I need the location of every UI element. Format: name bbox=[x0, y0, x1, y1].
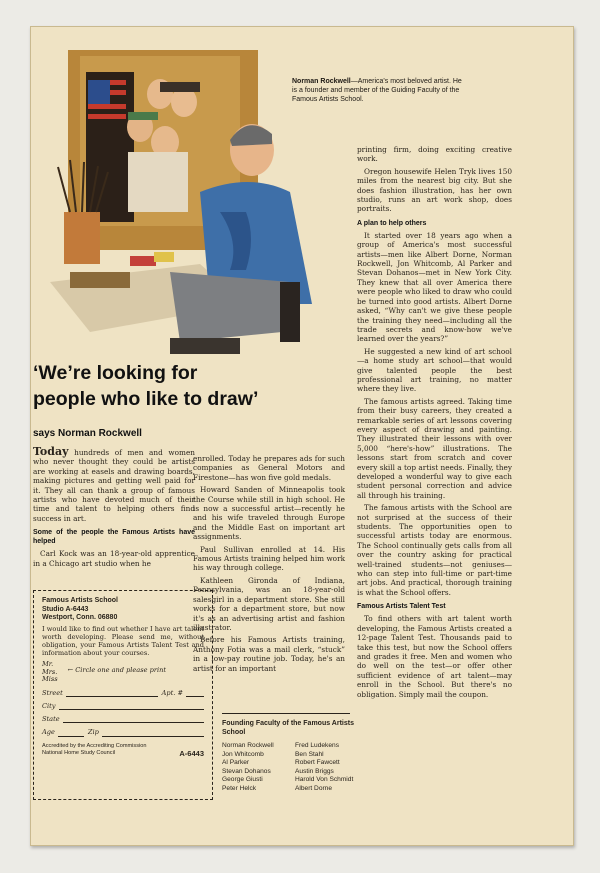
title-mr[interactable]: Mr. bbox=[42, 660, 54, 669]
accreditation bbox=[42, 743, 204, 757]
coupon-school-name: Famous Artists School bbox=[42, 597, 118, 604]
col2-p2: Howard Sanden of Minneapolis took the Course while still in high school. He is now a successful artist—recently he and his wife traveled through Europe and the Middle East on important art assignments. bbox=[193, 485, 345, 542]
col3-p0: printing firm, doing exciting creative work. bbox=[357, 145, 512, 164]
carl-kock-paragraph: Carl Kock was an 18-year-old apprentice in a Chicago art studio when he bbox=[33, 549, 195, 568]
headline-line2: people who like to draw’ bbox=[33, 388, 259, 410]
faculty-name: George Giusti bbox=[222, 776, 263, 784]
col3-p3: He suggested a new kind of art school—a home study art school—that would give talented people the best professional art training, no matter where they live. bbox=[357, 346, 512, 394]
street-label: Street bbox=[42, 688, 63, 697]
age-label: Age bbox=[42, 728, 55, 737]
col3-p2: It started over 18 years ago when a group of America's most successful artists—men like Albert Dorne, Norman Rockwell, Jon Whitcomb, Al Parker and Stevan Dohanos—met in New York City. They knew that all over America there were people who liked to draw who could be turned into good artists. Albert Dorne asked, “Why can't we give these people the training they need—including all the trade secrets and know-how we've learned over the years?” bbox=[357, 230, 512, 344]
col2-p3: Paul Sullivan enrolled at 14. His Famous Artists training helped him work his way through college. bbox=[193, 544, 345, 573]
faculty-names bbox=[222, 742, 362, 794]
intro-text: hundreds of men and women who never thought they could be artists are working at easels and drawing boards, making pictures and getting well paid for it. They all can thank a group of famous artists who have devoted much of their time and talent to helping others find success in art. bbox=[33, 448, 195, 523]
faculty-title: Founding Faculty of the Famous Artists School bbox=[222, 720, 354, 736]
col2-p5: Before his Famous Artists training, Anthony Fotia was a mail clerk, “stuck” in a low-pay routine job. Today, he's an artist for an important bbox=[193, 635, 345, 673]
faculty-name: Ben Stahl bbox=[295, 750, 324, 758]
faculty-divider bbox=[222, 713, 350, 714]
coupon-address: Westport, Conn. 06880 bbox=[42, 614, 118, 621]
faculty-name: Austin Briggs bbox=[295, 767, 334, 775]
coupon-message: I would like to find out whether I have art talent worth developing. Please send me, without obligation, your Famous Artists Talent Test and information about your courses. bbox=[42, 624, 204, 658]
faculty-name: Peter Helck bbox=[222, 784, 257, 792]
accreditation-text: Accredited by the Accrediting Commission National Home Study Council bbox=[42, 742, 147, 756]
coupon-studio: Studio A-6443 bbox=[42, 605, 89, 613]
coupon-code: A-6443 bbox=[179, 748, 204, 758]
city-field[interactable] bbox=[42, 702, 204, 710]
caption-text: —America's most beloved artist. He is a founder and member of the Guiding Faculty of the Famous Artists School. bbox=[292, 78, 462, 103]
state-field[interactable] bbox=[42, 715, 204, 723]
city-label: City bbox=[42, 702, 56, 711]
age-zip-field[interactable] bbox=[42, 728, 204, 736]
faculty-name: Jon Whitcomb bbox=[222, 750, 264, 758]
street-field[interactable] bbox=[42, 689, 204, 697]
col3-p4: The famous artists agreed. Taking time from their busy careers, they created a remarkable series of art lessons covering every aspect of drawing and painting. They illustrated their lessons with over 5,000 “here's-how” illustrations. The lessons start from scratch and cover every skill a top artist needs. Finally, they developed a wonderful way to give each student personal correction and advice all through his training. bbox=[357, 396, 512, 500]
zip-label: Zip bbox=[87, 728, 99, 737]
headline-line1: ‘We’re looking for bbox=[33, 362, 198, 384]
col3-p5: The famous artists with the School are not surprised at the success of their students. The opportunities open to successful artists today are enormous. The School continually gets calls from all over the country asking for practical well-trained students—not geniuses—who can step into full-time or part-time art jobs. And practical, thorough training is what the School offers. bbox=[357, 503, 512, 597]
intro-paragraph bbox=[33, 447, 195, 523]
rockwell-illustration bbox=[50, 42, 312, 362]
faculty-name: Robert Fawcett bbox=[295, 759, 340, 767]
column-1 bbox=[33, 447, 195, 571]
coupon-title-options[interactable] bbox=[42, 661, 58, 684]
apt-label: Apt. # bbox=[161, 688, 183, 697]
mail-coupon[interactable] bbox=[33, 590, 213, 800]
faculty-name: Al Parker bbox=[222, 759, 250, 767]
column-2 bbox=[193, 454, 345, 676]
founding-faculty bbox=[222, 719, 362, 794]
col2-p4: Kathleen Gironda of Indiana, Pennsylvania, was an 18-year-old salesgirl in a department store. She still works for a department store, but now it's as an advertising artist and fashion illustrator. bbox=[193, 575, 345, 632]
illustration-caption bbox=[292, 77, 462, 104]
col3-p1: Oregon housewife Helen Tryk lives 150 miles from the nearest big city. But she does fashion illustration, has her own studio, runs an art work shop, does portraits. bbox=[357, 166, 512, 214]
intro-lead-word: Today bbox=[33, 445, 69, 458]
people-helped-heading: Some of the people the Famous Artists have helped bbox=[33, 529, 195, 546]
faculty-name: Fred Ludekens bbox=[295, 742, 339, 749]
column-3 bbox=[357, 145, 512, 702]
plan-heading: A plan to help others bbox=[357, 219, 427, 227]
title-miss[interactable]: Miss bbox=[42, 675, 58, 684]
faculty-name: Stevan Dohanos bbox=[222, 767, 271, 775]
title-mrs[interactable]: Mrs. bbox=[42, 667, 58, 676]
faculty-name: Harold Von Schmidt bbox=[295, 776, 354, 784]
col2-p1: enrolled. Today he prepares ads for such companies as General Motors and Firestone—has won five gold medals. bbox=[193, 454, 345, 482]
caption-name: Norman Rockwell bbox=[292, 78, 351, 85]
talent-test-heading: Famous Artists Talent Test bbox=[357, 603, 446, 611]
circle-note: ← Circle one and please print bbox=[67, 666, 166, 675]
state-label: State bbox=[42, 715, 60, 724]
col3-p6: To find others with art talent worth developing, the Famous Artists created a 12-page Talent Test. Thousands paid to take this test, but now the School offers and grades it free. Men and women who do well on the test—or offer other sufficient evidence of art talent—may enroll in the School. But there's no obligation. Simply mail the coupon. bbox=[357, 614, 512, 699]
byline: says Norman Rockwell bbox=[33, 428, 142, 439]
faculty-name: Albert Dorne bbox=[295, 784, 333, 792]
headline bbox=[33, 360, 363, 412]
faculty-name: Norman Rockwell bbox=[222, 742, 274, 749]
